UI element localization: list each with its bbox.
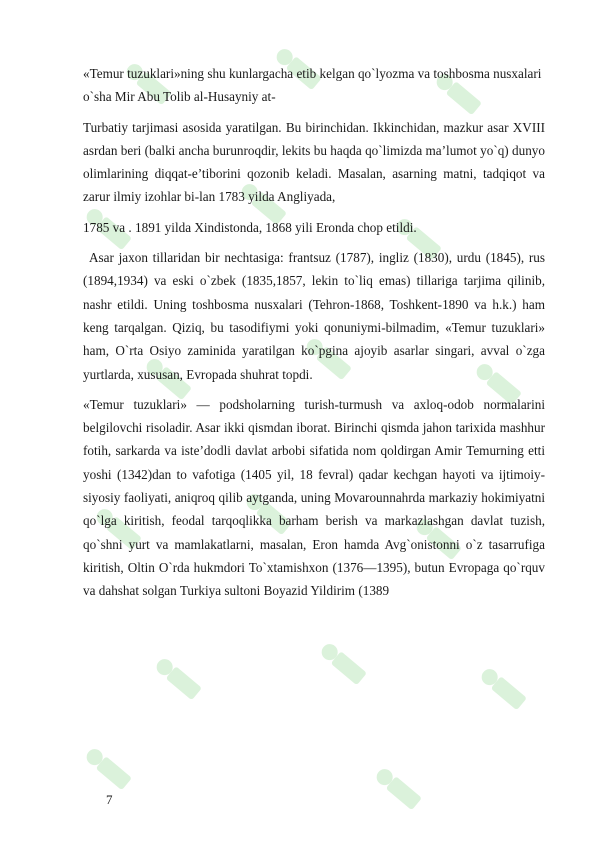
paragraph: Turbatiy tarjimasi asosida yaratilgan. Bu birinchidan. Ikkinchidan, mazkur asar XVIII asrdan beri (balki ancha burunroqdir, lekits bu haqda qo`limizda ma’lumot yo`q) dunyo olimlarining diqqat-e’tiborini qozonib keladi. Masalan, asarning matni, tadqiqot va zarur ilmiy izohlar bi-lan 1783 yilda Angliyada, (83, 119, 545, 205)
watermark-mark (478, 666, 527, 710)
watermark-mark (83, 746, 132, 790)
page-number: 7 (106, 792, 113, 807)
paragraph: 1785 va . 1891 yilda Xindistonda, 1868 yili Eronda chop etildi. (83, 219, 417, 235)
paragraph: «Temur tuzuklari»ning shu kunlargacha etib kelgan qo`lyozma va toshbosma nusxalari o`sha Mir Abu Tolib al-Husayniy at- (83, 66, 542, 105)
paragraph: «Temur tuzuklari» — podsholarning turish-turmush va axloq-odob normalarini belgilovchi risoladir. Asar ikki qismdan iborat. Birinchi qismda jahon tarixida mashhur fotih, sarkarda va iste’dodli davlat arbobi sifatida nom qoldirgan Amir Temurning etti yoshi (1342)dan to vafotiga (1405 yil, 18 fevral) qadar kechgan hayoti va ijtimoiy-siyosiy faoliyati, aniqroq qilib aytganda, uning Movarounnahrda markaziy hokimiyatni qo`lga kiritish, feodal tarqoqlikka barham berish va markazlashgan davlat tuzish, qo`shni yurt va mamlakatlarni, masalan, Eron hamda Avg`onistonni o`z tasarrufiga kiritish, Oltin O`rda hukmdori To`xtamishxon (1376—1395), butun Evropaga qo`rquv va dahshat solgan Turkiya sultoni Boyazid Yildirim (1389 (83, 396, 545, 599)
watermark-mark (318, 641, 367, 685)
watermark-mark (153, 656, 202, 700)
body-text (83, 62, 545, 610)
paragraph: Asar jaxon tillaridan bir nechtasiga: frantsuz (1787), ingliz (1830), urdu (1845), rus (1894,1934) va eski o`zbek (1835,1857, lekin to`liq emas) tillariga tarjima qilinib, nashr etildi. Uning toshbosma nusxalari (Tehron-1868, Toshkent-1890 va h.k.) ham keng tarqalgan. Qiziq, bu tasodifiymi yoki qonuniymi-bilmadim, «Temur tuzuklari» ham, O`rta Osiyo zaminida yaratilgan ko`pgina ajoyib asarlar singari, avval o`zga yurtlarda, xususan, Evropada shuhrat topdi. (83, 250, 545, 382)
watermark-mark (373, 766, 422, 810)
